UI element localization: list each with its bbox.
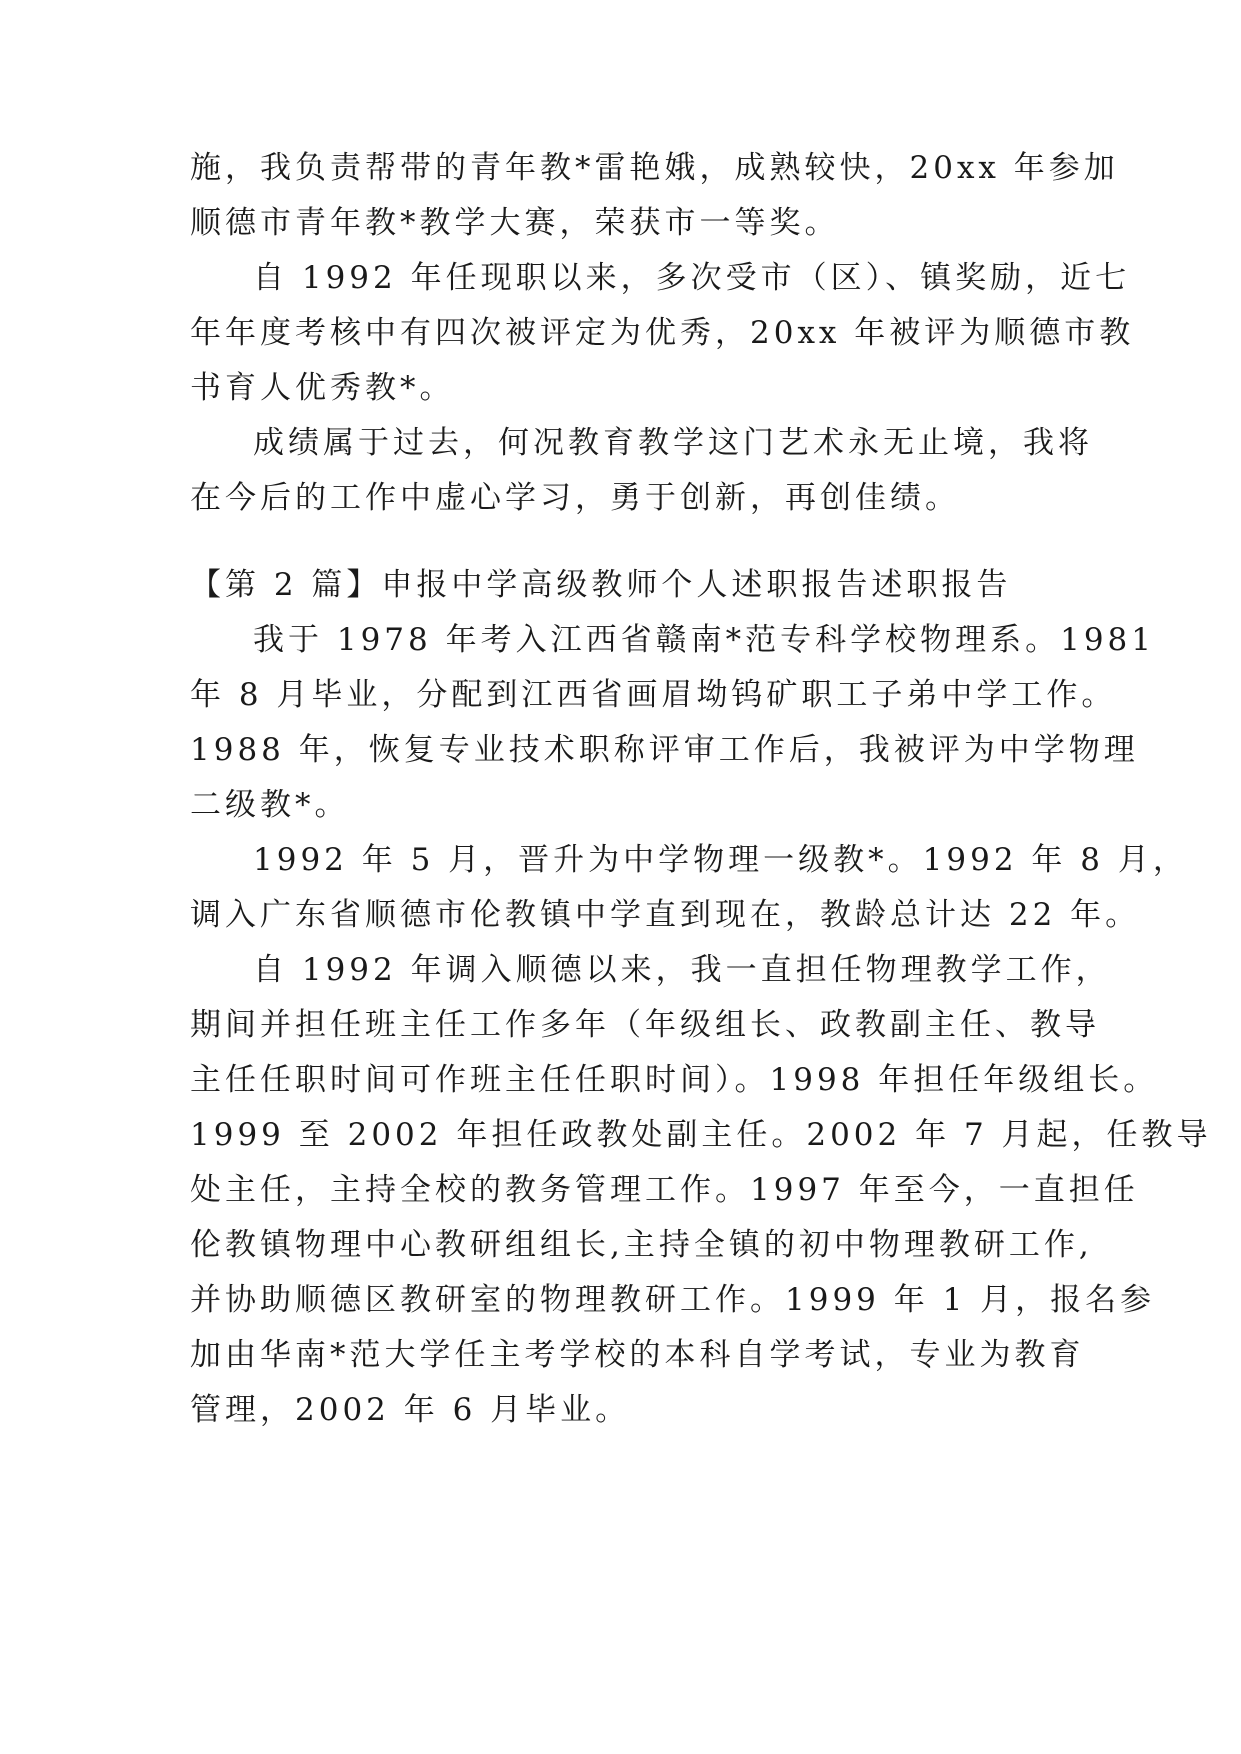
text-line: 年 8 月毕业，分配到江西省画眉坳钨矿职工子弟中学工作。 — [190, 677, 1117, 713]
text-line: 1988 年，恢复专业技术职称评审工作后，我被评为中学物理 — [190, 732, 1139, 768]
text-line: 成绩属于过去，何况教育教学这门艺术永无止境，我将 — [253, 425, 1093, 461]
text-line: 年年度考核中有四次被评定为优秀，20xx 年被评为顺德市教 — [190, 315, 1135, 351]
section-heading: 【第 2 篇】申报中学高级教师个人述职报告述职报告 — [190, 567, 1012, 603]
text-line: 我于 1978 年考入江西省赣南*范专科学校物理系。1981 — [253, 622, 1155, 658]
text-line: 二级教*。 — [190, 787, 350, 823]
text-line: 并协助顺德区教研室的物理教研工作。1999 年 1 月，报名参 — [190, 1282, 1156, 1318]
text-line: 加由华南*范大学任主考学校的本科自学考试，专业为教育 — [190, 1337, 1085, 1373]
text-line: 主任任职时间可作班主任任职时间）。1998 年担任年级组长。 — [190, 1062, 1159, 1098]
text-line: 书育人优秀教*。 — [190, 370, 455, 406]
text-line: 期间并担任班主任工作多年（年级组长、政教副主任、教导 — [190, 1007, 1100, 1043]
text-line: 自 1992 年任现职以来，多次受市（区）、镇奖励，近七 — [253, 260, 1131, 296]
text-line: 调入广东省顺德市伦教镇中学直到现在，教龄总计达 22 年。 — [190, 897, 1141, 933]
text-line: 管理，2002 年 6 月毕业。 — [190, 1392, 631, 1428]
text-line: 伦教镇物理中心教研组组长,主持全镇的初中物理教研工作, — [190, 1227, 1093, 1263]
text-line: 1992 年 5 月，晋升为中学物理一级教*。1992 年 8 月， — [253, 842, 1188, 878]
text-line: 1999 至 2002 年担任政教处副主任。2002 年 7 月起，任教导 — [190, 1117, 1212, 1153]
text-line: 在今后的工作中虚心学习，勇于创新，再创佳绩。 — [190, 480, 960, 516]
text-line: 自 1992 年调入顺德以来，我一直担任物理教学工作， — [253, 952, 1111, 988]
text-line: 处主任，主持全校的教务管理工作。1997 年至今，一直担任 — [190, 1172, 1139, 1208]
text-line: 顺德市青年教*教学大赛，荣获市一等奖。 — [190, 205, 840, 241]
text-line: 施，我负责帮带的青年教*雷艳娥，成熟较快，20xx 年参加 — [190, 150, 1119, 186]
